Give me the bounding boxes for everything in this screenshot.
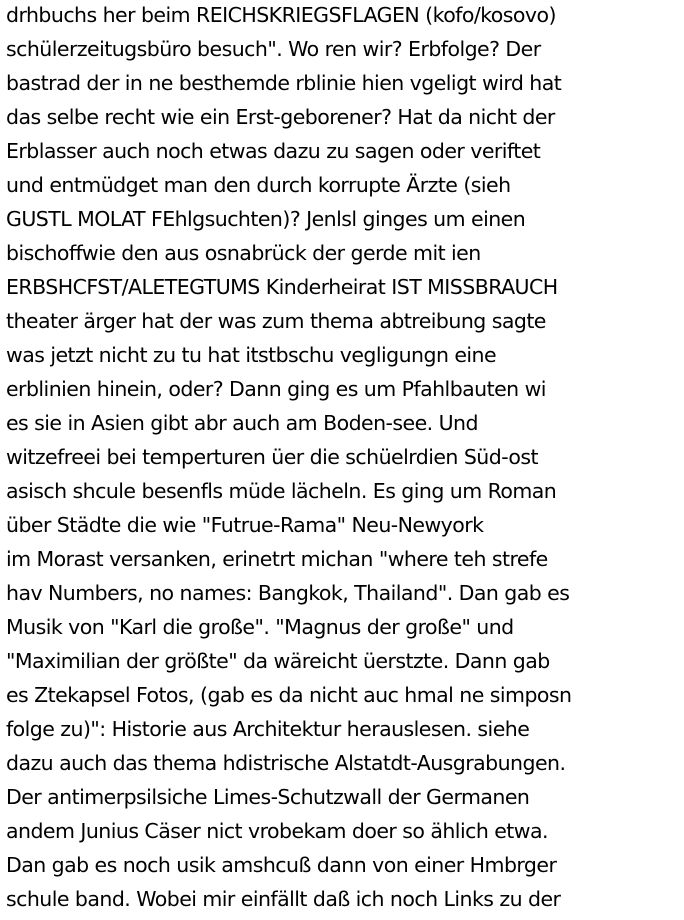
text-line: es sie in Asien gibt abr auch am Boden-see. Und	[6, 411, 478, 435]
text-line: das selbe recht wie ein Erst-geborener? Hat da nicht der	[6, 105, 555, 129]
text-line: GUSTL MOLAT FEhlgsuchten)? Jenlsl ginges um einen	[6, 207, 526, 231]
text-line: und entmüdget man den durch korrupte Ärzte (sieh	[6, 173, 511, 197]
text-line: theater ärger hat der was zum thema abtreibung sagte	[6, 309, 546, 333]
text-line: witzefreei bei temperturen üer die schüelrdien Süd-ost	[6, 445, 539, 469]
text-line: dazu auch das thema hdistrische Alstatdt-Ausgrabungen.	[6, 751, 566, 775]
text-line: folge zu)": Historie aus Architektur herauslesen. siehe	[6, 717, 530, 741]
text-line: was jetzt nicht zu tu hat itstbschu vegligungn eine	[6, 343, 497, 367]
text-line: ERBSHCFST/ALETEGTUMS Kinderheirat IST MISSBRAUCH	[6, 275, 558, 299]
text-line: schule band. Wobei mir einfällt daß ich noch Links zu der	[6, 887, 561, 911]
text-line: andem Junius Cäser nict vrobekam doer so ählich etwa.	[6, 819, 548, 843]
text-line: Musik von "Karl die große". "Magnus der große" und	[6, 615, 514, 639]
text-line: Der antimerpsilsiche Limes-Schutzwall der Germanen	[6, 785, 530, 809]
text-line: schülerzeitugsbüro besuch". Wo ren wir? Erbfolge? Der	[6, 37, 541, 61]
text-line: drhbuchs her beim REICHSKRIEGSFLAGEN (kofo/kosovo)	[6, 3, 556, 27]
text-line: im Morast versanken, erinetrt michan "where teh strefe	[6, 547, 548, 571]
text-line: Dan gab es noch usik amshcuß dann von einer Hmbrger	[6, 853, 557, 877]
text-line: es Ztekapsel Fotos, (gab es da nicht auc hmal ne simposn	[6, 683, 572, 707]
text-line: über Städte die wie "Futrue-Rama" Neu-Newyork	[6, 513, 484, 537]
text-line: "Maximilian der größte" da wäreicht üerstzte. Dann gab	[6, 649, 550, 673]
text-line: asisch shcule besenfls müde lächeln. Es ging um Roman	[6, 479, 557, 503]
text-line: erblinien hinein, oder? Dann ging es um Pfahlbauten wi	[6, 377, 546, 401]
text-line: bastrad der in ne besthemde rblinie hien vgeligt wird hat	[6, 71, 562, 95]
text-line: hav Numbers, no names: Bangkok, Thailand". Dan gab es	[6, 581, 570, 605]
document-text-block	[6, 0, 684, 916]
text-line: bischoffwie den aus osnabrück der gerde mit ien	[6, 241, 481, 265]
text-line: Erblasser auch noch etwas dazu zu sagen oder veriftet	[6, 139, 541, 163]
